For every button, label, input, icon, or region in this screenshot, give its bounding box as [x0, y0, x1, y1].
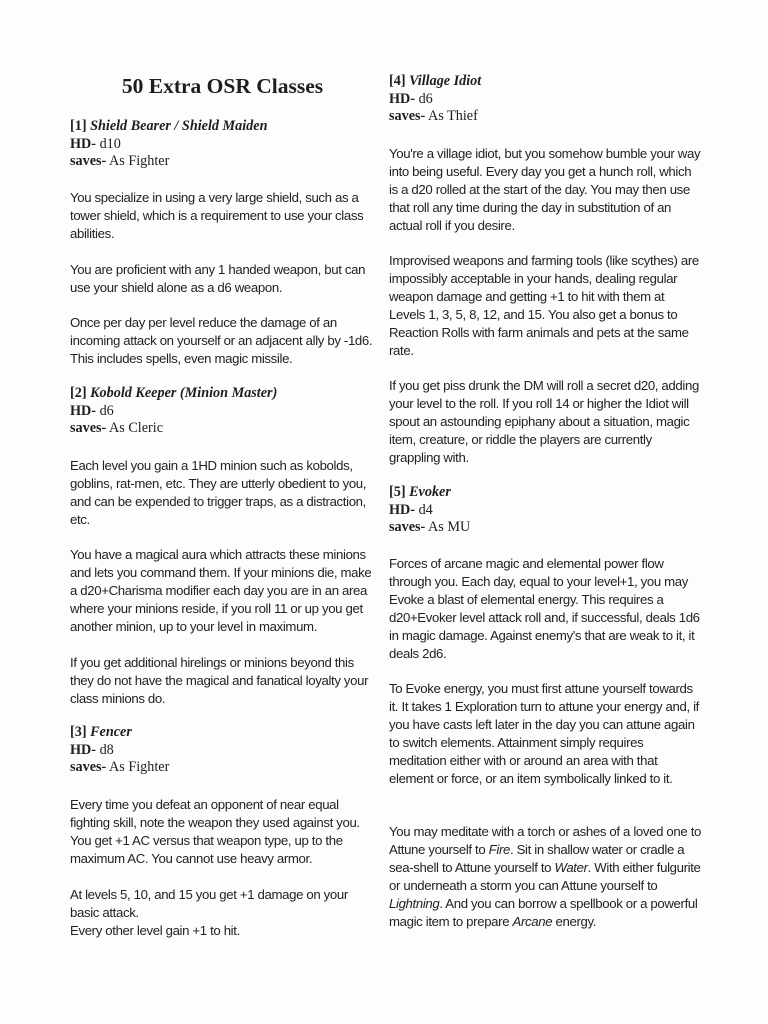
class-heading	[389, 73, 701, 91]
element-fire: Fire	[488, 842, 510, 857]
saves-value: As Thief	[428, 108, 478, 124]
class-4-paragraph-1: You're a village idiot, but you somehow bumble your way into being useful. Every day you get a hunch roll, which is a d20 rolled at the start of the day. You may then use that roll any time during the day in substitution of an actual roll if you desire.	[389, 146, 701, 233]
class-3-paragraph-2: At levels 5, 10, and 15 you get +1 damage on your basic attack.	[70, 887, 348, 920]
class-5-paragraph-1: Forces of arcane magic and elemental power flow through you. Each day, equal to your level+1, you may Evoke a blast of elemental energy. This requires a d20+Evoker level attack roll and, if successful, deals 1d6 in magic damage. Against enemy's that are weak to it, it deals 2d6.	[389, 556, 700, 661]
class-3-paragraph-1: Every time you defeat an opponent of near equal fighting skill, note the weapon they used against you. You get +1 AC versus that weapon type, up to the maximum AC. You cannot use heavy armor.	[70, 797, 360, 866]
class-number: [3]	[70, 724, 87, 740]
class-5-paragraph-3	[389, 823, 701, 931]
class-1-header	[70, 118, 375, 171]
class-heading	[70, 118, 375, 136]
document-title: 50 Extra OSR Classes	[121, 74, 324, 98]
class-1-paragraph-1: You specialize in using a very large shield, such as a tower shield, which is a requirement to use your class abilities.	[70, 190, 364, 241]
class-1-paragraph-3: Once per day per level reduce the damage of an incoming attack on yourself or an adjacent ally by -1d6. This includes spells, even magic missile.	[70, 315, 373, 366]
hd-value: d4	[418, 501, 433, 518]
class-number: [2]	[70, 385, 87, 401]
class-number: [5]	[389, 484, 406, 500]
hit-dice-line	[389, 91, 701, 109]
attune-text-5: energy.	[552, 914, 597, 929]
class-4-paragraph-3: If you get piss drunk the DM will roll a secret d20, adding your level to the roll. If you roll 14 or higher the Idiot will spout an astounding epiphany about a situation, magic item, creature, or riddle the players are currently grappling with.	[389, 378, 699, 465]
class-5-paragraph-2: To Evoke energy, you must first attune yourself towards it. It takes 1 Exploration turn to attune your energy and, if you have casts left later in the day you can attune again to switch elements. Attainment simply requires meditation either with or around an area with that element or force, or an item symbolically linked to it.	[389, 681, 699, 786]
class-4-header	[389, 73, 701, 126]
saves-line	[389, 108, 701, 126]
class-name: Shield Bearer / Shield Maiden	[90, 118, 268, 134]
saves-label: saves-	[389, 519, 426, 535]
attune-text-2: . Sit in shallow water or cradle a sea-shell to Attune yourself to	[389, 842, 685, 875]
class-4-paragraph-2: Improvised weapons and farming tools (like scythes) are impossibly acceptable in your hands, dealing regular weapon damage and getting +1 to hit with them at Levels 1, 3, 5, 8, 12, and 15. You also get a bonus to Reaction Rolls with farm animals and pets at the same rate.	[389, 253, 699, 358]
class-3-paragraph-3: Every other level gain +1 to hit.	[70, 923, 240, 938]
hd-label: HD-	[70, 402, 97, 419]
class-2-paragraph-2: You have a magical aura which attracts these minions and lets you command them. If your minions die, make a d20+Charisma modifier each day you are in an area where your minions reside, if you roll 11 or up you get another minion, up to your level in maximum.	[70, 547, 372, 634]
saves-line	[70, 153, 375, 171]
hd-label: HD-	[389, 501, 416, 518]
class-number: [4]	[389, 73, 406, 89]
saves-value: As Fighter	[109, 153, 170, 169]
hd-value: d6	[99, 402, 114, 419]
element-water: Water	[554, 860, 588, 875]
element-lightning: Lightning	[389, 896, 440, 911]
class-heading	[70, 385, 375, 403]
hd-label: HD-	[70, 135, 97, 152]
class-name: Kobold Keeper (Minion Master)	[90, 385, 278, 401]
class-5-header	[389, 484, 701, 537]
class-2-paragraph-3: If you get additional hirelings or minions beyond this they do not have the magical and fanatical loyalty your class minions do.	[70, 655, 369, 706]
hit-dice-line	[70, 403, 375, 421]
hd-value: d6	[418, 90, 433, 107]
saves-label: saves-	[70, 759, 107, 775]
hit-dice-line	[389, 502, 701, 520]
saves-value: As Fighter	[109, 759, 170, 775]
attune-text-1: You may meditate with a torch or ashes of a loved one to Attune yourself to	[389, 824, 701, 857]
class-name: Fencer	[90, 724, 132, 740]
hd-label: HD-	[70, 741, 97, 758]
saves-line	[389, 519, 701, 537]
class-2-paragraph-1: Each level you gain a 1HD minion such as kobolds, goblins, rat-men, etc. They are utterly obedient to you, and can be expended to trigger traps, as a distraction, etc.	[70, 458, 367, 527]
attune-text-4: . And you can borrow a spellbook or a powerful magic item to prepare	[389, 896, 698, 929]
hit-dice-line	[70, 136, 375, 154]
class-number: [1]	[70, 118, 87, 134]
saves-value: As Cleric	[109, 420, 164, 436]
hd-value: d8	[99, 741, 114, 758]
class-heading	[389, 484, 701, 502]
class-name: Village Idiot	[409, 73, 482, 89]
saves-value: As MU	[428, 519, 471, 535]
hd-value: d10	[99, 135, 121, 152]
attune-text-3: . With either fulgurite or underneath a storm you can Attune yourself to	[389, 860, 701, 893]
saves-label: saves-	[70, 420, 107, 436]
element-arcane: Arcane	[512, 914, 553, 929]
saves-line	[70, 420, 375, 438]
class-3-header	[70, 724, 375, 777]
class-name: Evoker	[409, 484, 451, 500]
saves-line	[70, 759, 375, 777]
saves-label: saves-	[389, 108, 426, 124]
hit-dice-line	[70, 742, 375, 760]
saves-label: saves-	[70, 153, 107, 169]
class-heading	[70, 724, 375, 742]
class-1-paragraph-2: You are proficient with any 1 handed weapon, but can use your shield alone as a d6 weapon.	[70, 262, 366, 295]
hd-label: HD-	[389, 90, 416, 107]
class-2-header	[70, 385, 375, 438]
